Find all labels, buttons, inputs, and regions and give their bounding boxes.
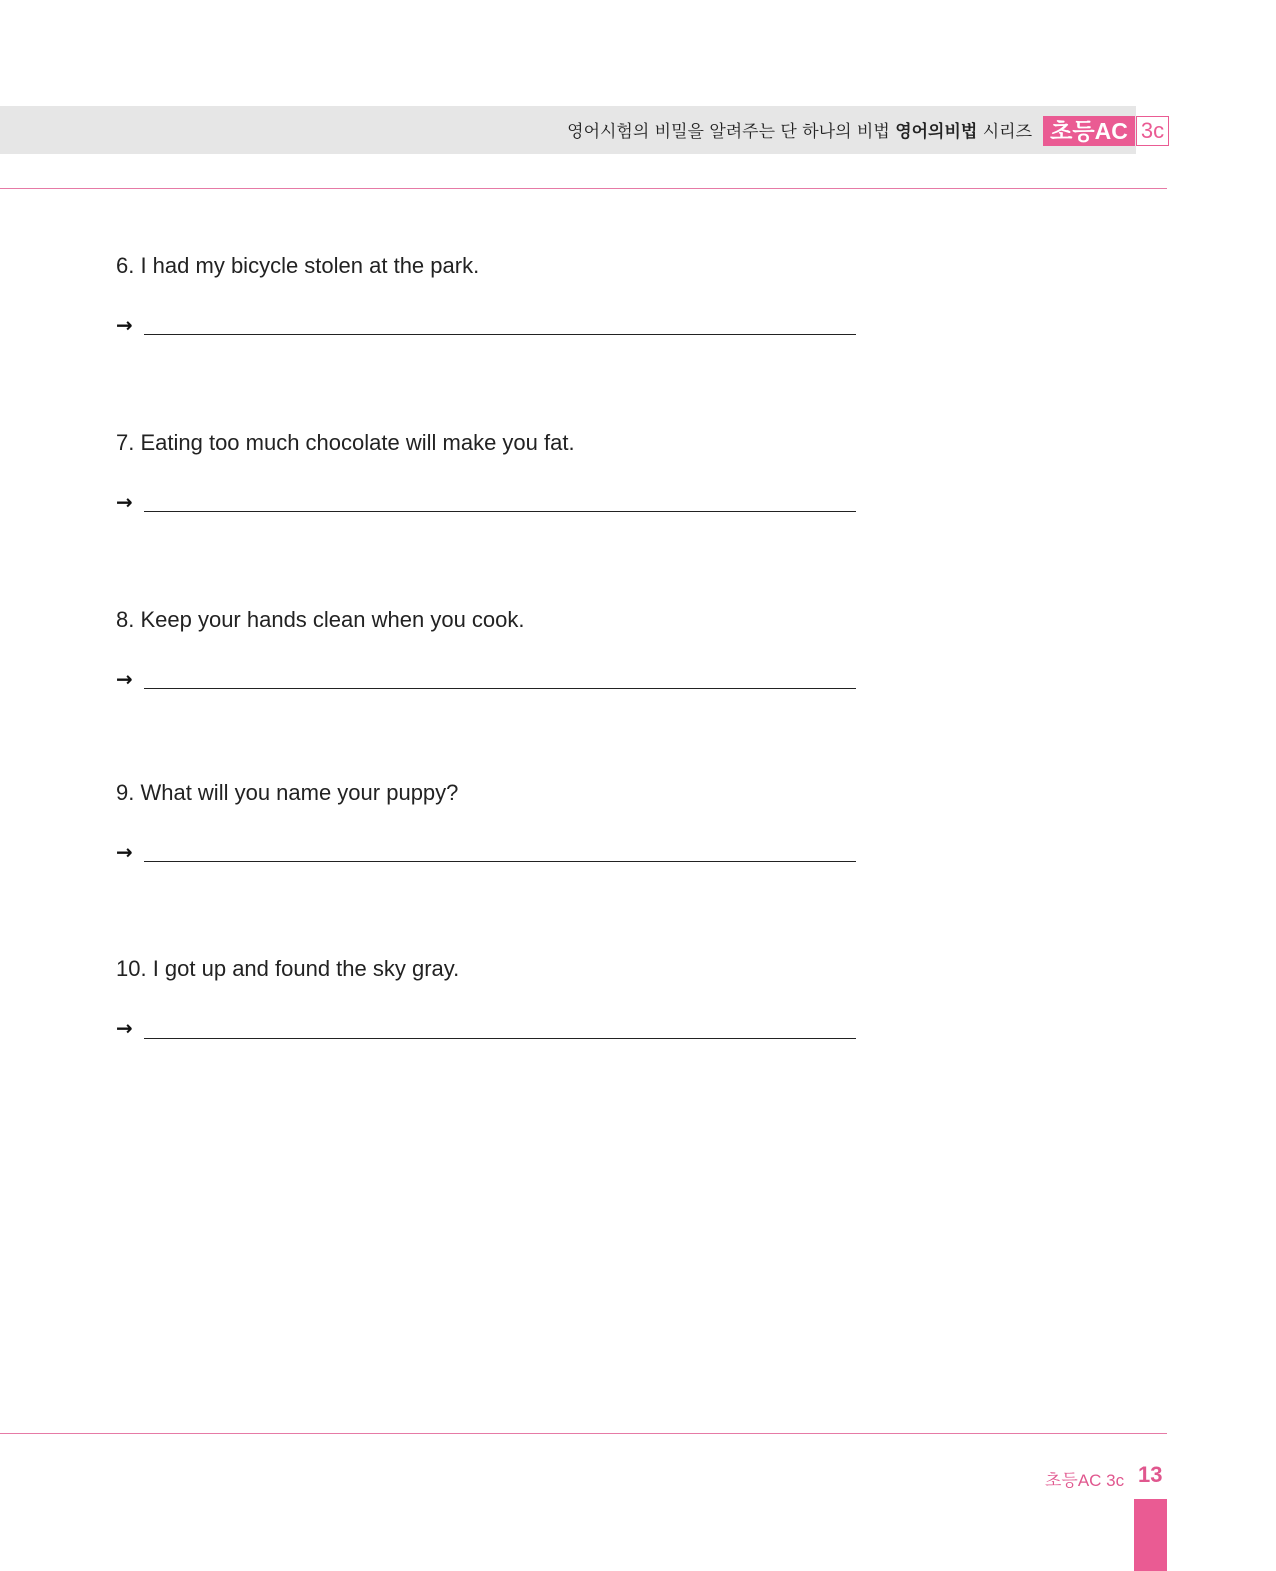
arrow-icon: → [116, 1016, 133, 1040]
tagline-suffix: 시리즈 [982, 122, 1032, 142]
header-divider [0, 188, 1167, 189]
series-badge: 초등AC [1043, 116, 1135, 146]
question-7: 7. Eating too much chocolate will make you fat. [116, 430, 575, 455]
arrow-icon: → [116, 840, 133, 864]
level-badge: 3c [1136, 116, 1169, 146]
series-tagline [567, 117, 1032, 142]
answer-line-6[interactable] [144, 334, 856, 335]
answer-line-8[interactable] [144, 688, 856, 689]
question-10: 10. I got up and found the sky gray. [116, 956, 460, 981]
answer-line-9[interactable] [144, 861, 856, 862]
question-9: 9. What will you name your puppy? [116, 780, 459, 805]
question-8: 8. Keep your hands clean when you cook. [116, 607, 525, 632]
arrow-icon: → [116, 490, 133, 514]
arrow-icon: → [116, 667, 133, 691]
question-6: 6. I had my bicycle stolen at the park. [116, 253, 480, 278]
footer-book-label: 초등AC 3c [1045, 1471, 1125, 1490]
answer-line-10[interactable] [144, 1038, 856, 1039]
tagline-prefix: 영어시험의 비밀을 알려주는 단 하나의 비법 [567, 122, 890, 142]
tagline-brand: 영어의비법 [895, 122, 978, 142]
arrow-icon: → [116, 313, 133, 337]
footer-tab [1134, 1499, 1167, 1571]
page-number: 13 [1138, 1462, 1163, 1487]
answer-line-7[interactable] [144, 511, 856, 512]
footer-divider [0, 1433, 1167, 1434]
